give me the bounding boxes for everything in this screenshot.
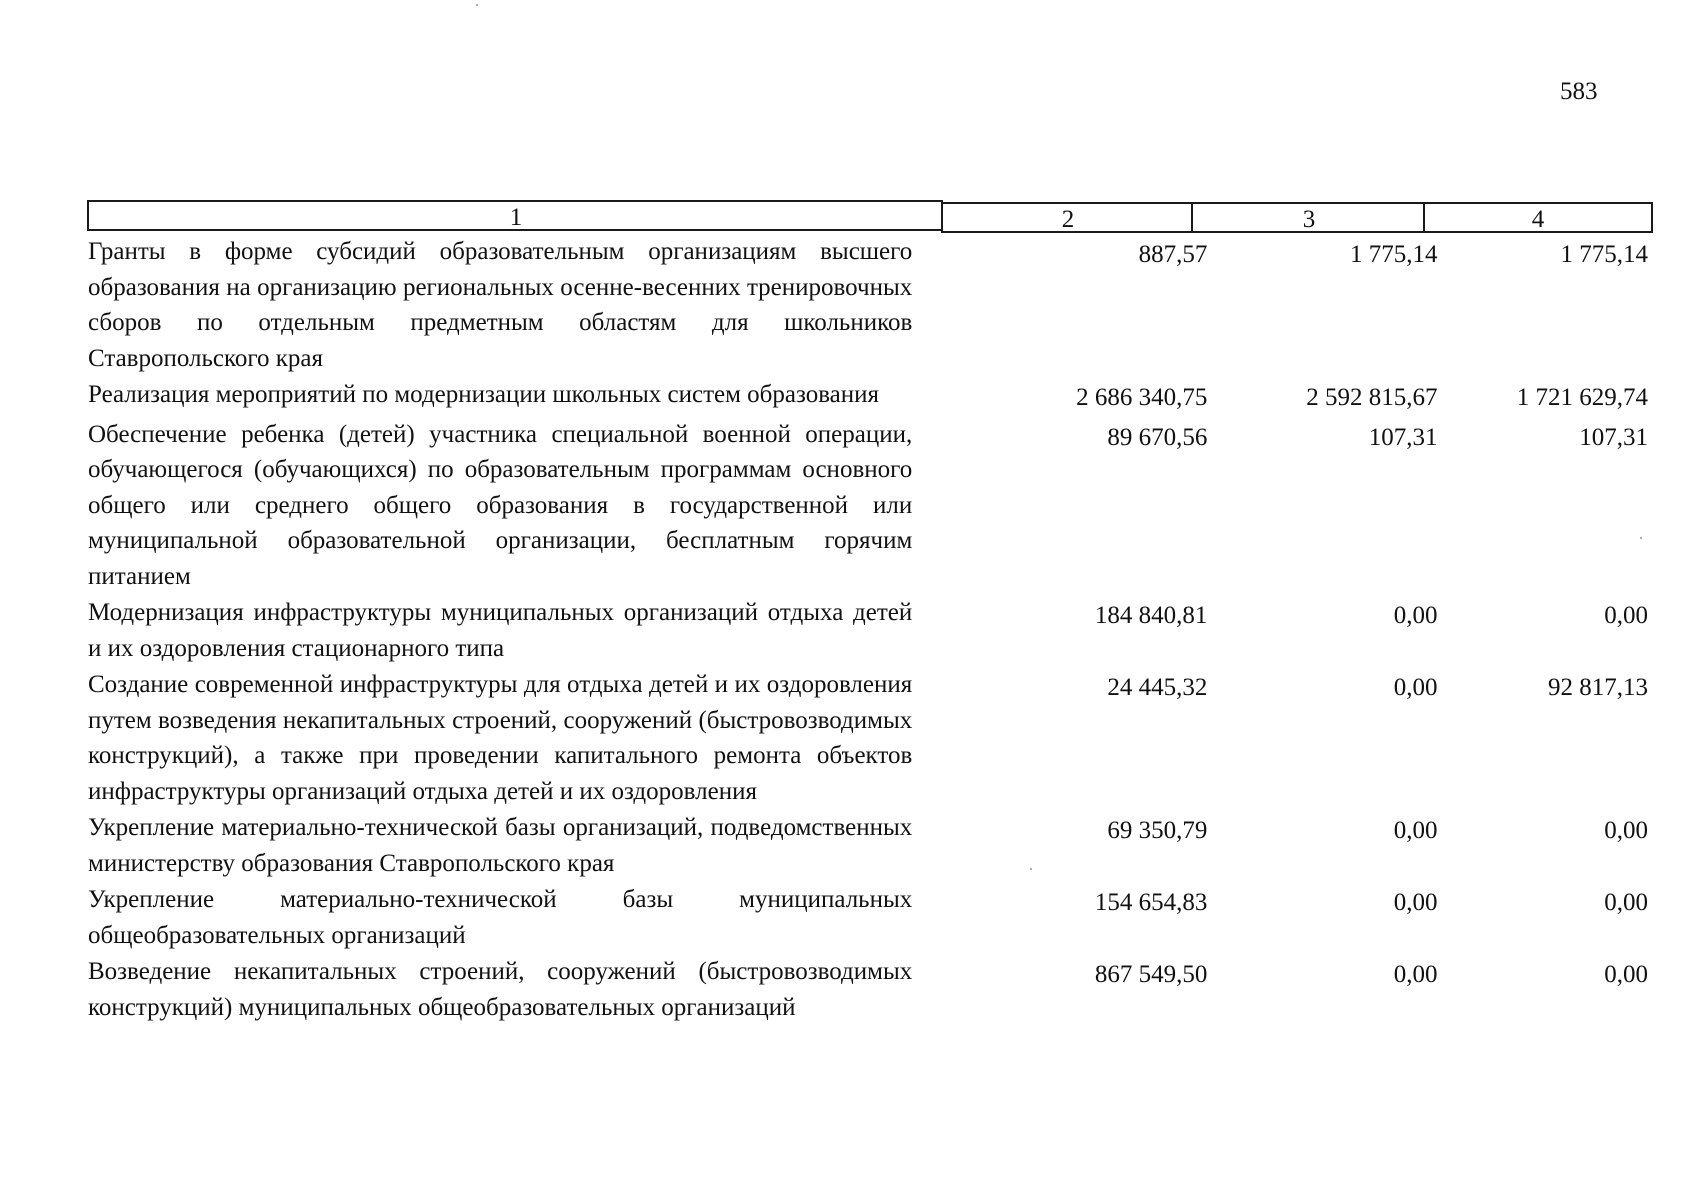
table-row bbox=[88, 417, 1648, 595]
table-row bbox=[88, 667, 1648, 809]
row-description: Создание современной инфраструктуры для отдыха детей и их оздоровления путем возведения некапитальных строений, сооружений (быстровозводимых конструкций), а также при проведении капитального ремонта объектов инфраструктуры организаций отдыха детей и их оздоровления bbox=[88, 671, 913, 805]
row-value-col4: 1 721 629,74 bbox=[1516, 384, 1648, 411]
row-value-col3: 0,00 bbox=[1393, 602, 1438, 629]
table-header-row bbox=[87, 200, 1653, 233]
row-value-col2: 887,57 bbox=[1138, 241, 1208, 268]
row-value-col3: 0,00 bbox=[1393, 889, 1438, 916]
row-value-col4: 1 775,14 bbox=[1560, 241, 1648, 268]
row-value-col2: 154 654,83 bbox=[1094, 889, 1208, 916]
row-value-col3: 2 592 815,67 bbox=[1306, 384, 1438, 411]
row-value-col2: 69 350,79 bbox=[1107, 817, 1208, 844]
page-number: 583 bbox=[1560, 78, 1598, 105]
table-row bbox=[88, 377, 1648, 416]
row-value-col2: 184 840,81 bbox=[1094, 602, 1208, 629]
row-description: Реализация мероприятий по модернизации школьных систем образования bbox=[88, 381, 880, 408]
row-description: Укрепление материально-технической базы организаций, подведомственных министерству образования Ставропольского края bbox=[88, 814, 913, 877]
table-row bbox=[88, 234, 1648, 376]
header-cell-2: 2 bbox=[941, 202, 1193, 233]
row-value-col3: 0,00 bbox=[1393, 817, 1438, 844]
row-description: Возведение некапитальных строений, сооружений (быстровозводимых конструкций) муниципальных общеобразовательных организаций bbox=[88, 958, 913, 1021]
row-value-col3: 107,31 bbox=[1368, 423, 1438, 451]
table-row bbox=[88, 595, 1648, 666]
scan-speck bbox=[476, 4, 478, 6]
table-body bbox=[88, 234, 1648, 1026]
row-value-col2: 24 445,32 bbox=[1107, 674, 1208, 701]
row-value-col4: 92 817,13 bbox=[1547, 674, 1648, 701]
row-value-col2: 2 686 340,75 bbox=[1076, 384, 1208, 411]
scan-speck bbox=[1030, 868, 1032, 870]
scan-speck bbox=[1640, 537, 1642, 539]
row-value-col4: 0,00 bbox=[1604, 602, 1648, 629]
row-value-col4: 0,00 bbox=[1604, 961, 1648, 988]
row-value-col3: 0,00 bbox=[1393, 961, 1438, 988]
row-value-col3: 1 775,14 bbox=[1350, 241, 1438, 268]
row-value-col4: 107,31 bbox=[1579, 423, 1648, 451]
header-cell-3: 3 bbox=[1191, 202, 1425, 233]
row-value-col2: 89 670,56 bbox=[1107, 423, 1208, 451]
row-value-col2: 867 549,50 bbox=[1094, 961, 1208, 988]
header-cell-1: 1 bbox=[87, 200, 943, 231]
row-description: Модернизация инфраструктуры муниципальных организаций отдыха детей и их оздоровления стационарного типа bbox=[88, 599, 913, 662]
row-value-col4: 0,00 bbox=[1604, 817, 1648, 844]
row-value-col4: 0,00 bbox=[1604, 889, 1648, 916]
row-value-col3: 0,00 bbox=[1393, 674, 1438, 701]
table-row bbox=[88, 810, 1648, 881]
row-description: Гранты в форме субсидий образовательным организациям высшего образования на организацию региональных осенне-весенних тренировочных сборов по отдельным предметным областям для школьников Ставропольского края bbox=[88, 238, 913, 372]
table-row bbox=[88, 954, 1648, 1025]
row-description: Укрепление материально-технической базы муниципальных общеобразовательных организаций bbox=[88, 886, 913, 949]
row-description: Обеспечение ребенка (детей) участника специальной военной операции, обучающегося (обучающихся) по образовательным программам основного общего или среднего общего образования в государственной или муниципальной образовательной организации, бесплатным горячим питанием bbox=[88, 420, 913, 590]
table-row bbox=[88, 882, 1648, 953]
header-cell-4: 4 bbox=[1423, 202, 1653, 233]
